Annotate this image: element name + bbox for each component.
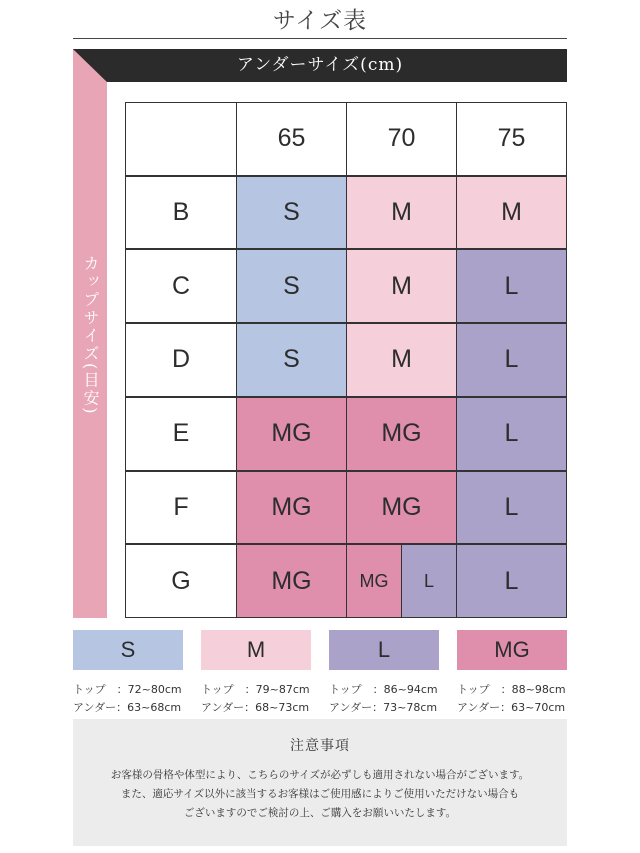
size-cell: MG xyxy=(236,398,346,470)
legend-under-range: アンダー：73~78cm xyxy=(329,701,438,714)
legend-under-range: アンダー：63~68cm xyxy=(73,701,182,714)
column-header-70: 70 xyxy=(346,103,456,175)
cup-row-header: D xyxy=(126,324,236,396)
legend-item xyxy=(329,630,439,717)
notes-box xyxy=(73,719,567,846)
size-cell: S xyxy=(236,250,346,322)
size-cell: S xyxy=(236,324,346,396)
cup-row-header: G xyxy=(126,545,236,617)
size-cell: M xyxy=(346,177,456,249)
legend-top-range: トップ ：88~98cm xyxy=(457,683,566,696)
size-cell: MG xyxy=(346,398,456,470)
legend-top-range: トップ ：79~87cm xyxy=(201,683,310,696)
column-header-75: 75 xyxy=(456,103,566,175)
legend-top-range: トップ ：86~94cm xyxy=(329,683,438,696)
size-cell-split xyxy=(346,545,456,617)
notes-line: また、適応サイズ以外に該当するお客様はご使用感によりご使用いただけない場合も xyxy=(120,788,520,800)
under-size-label: アンダーサイズ(cm) xyxy=(236,55,404,75)
size-cell: M xyxy=(456,177,566,249)
size-cell: L xyxy=(456,250,566,322)
size-cell: S xyxy=(236,177,346,249)
size-cell: MG xyxy=(236,472,346,544)
size-legend xyxy=(73,630,567,714)
legend-under-range: アンダー：63~70cm xyxy=(457,701,566,714)
size-cell: L xyxy=(456,398,566,470)
size-cell: M xyxy=(346,250,456,322)
cup-row-header: E xyxy=(126,398,236,470)
cup-row-header: B xyxy=(126,177,236,249)
legend-item xyxy=(457,630,567,717)
notes-title: 注意事項 xyxy=(290,738,350,754)
column-header-65: 65 xyxy=(236,103,346,175)
legend-swatch: M xyxy=(201,630,311,670)
size-cell: MG xyxy=(346,472,456,544)
legend-item xyxy=(201,630,311,717)
size-cell-part: L xyxy=(401,545,456,617)
table-corner-cell xyxy=(126,103,236,175)
legend-swatch: L xyxy=(329,630,439,670)
size-cell-part: MG xyxy=(347,545,401,617)
legend-item xyxy=(73,630,183,717)
notes-line: ございますのでご検討の上、ご購入をお願いいたします。 xyxy=(183,807,457,819)
legend-swatch: S xyxy=(73,630,183,670)
size-cell: L xyxy=(456,545,566,617)
legend-swatch: MG xyxy=(457,630,567,670)
cup-size-label: カップサイズ(目安) xyxy=(81,255,100,416)
size-cell: MG xyxy=(236,545,346,617)
legend-under-range: アンダー：68~73cm xyxy=(201,701,310,714)
size-table xyxy=(125,102,567,618)
title-underline xyxy=(73,38,567,39)
size-cell: M xyxy=(346,324,456,396)
legend-top-range: トップ ：72~80cm xyxy=(73,683,182,696)
cup-row-header: C xyxy=(126,250,236,322)
notes-line: お客様の骨格や体型により、こちらのサイズが必ずしも適用されない場合がございます。 xyxy=(110,769,530,781)
size-cell: L xyxy=(456,472,566,544)
size-cell: L xyxy=(456,324,566,396)
page-title: サイズ表 xyxy=(272,8,368,34)
cup-row-header: F xyxy=(126,472,236,544)
